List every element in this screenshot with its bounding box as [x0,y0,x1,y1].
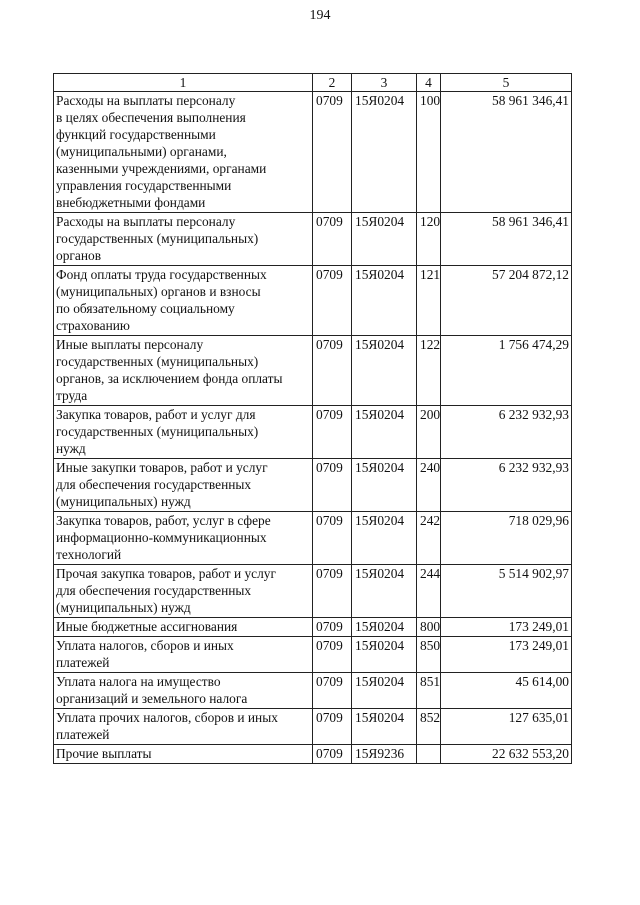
amount-cell: 718 029,96 [441,512,572,565]
target-code-cell: 15Я0204 [352,637,417,673]
header-cell-1: 1 [54,74,313,92]
section-code-cell: 0709 [313,745,352,764]
amount-cell: 22 632 553,20 [441,745,572,764]
table-row [54,709,572,745]
expense-name-cell: Прочие выплаты [54,745,313,764]
header-cell-4: 4 [417,74,441,92]
expense-name-cell: Иные бюджетные ассигнования [54,618,313,637]
expense-type-cell [417,745,441,764]
expense-name-cell: Закупка товаров, работ, услуг в сфере информационно-коммуникационных технологий [54,512,313,565]
expense-type-cell: 800 [417,618,441,637]
header-cell-5: 5 [441,74,572,92]
table-row [54,266,572,336]
amount-cell: 5 514 902,97 [441,565,572,618]
table-body [54,92,572,764]
budget-table [53,73,572,764]
table-row [54,637,572,673]
expense-type-cell: 122 [417,336,441,406]
header-cell-2: 2 [313,74,352,92]
table-row [54,92,572,213]
section-code-cell: 0709 [313,673,352,709]
target-code-cell: 15Я0204 [352,213,417,266]
amount-cell: 173 249,01 [441,618,572,637]
page-number: 194 [309,8,331,23]
section-code-cell: 0709 [313,512,352,565]
section-code-cell: 0709 [313,266,352,336]
header-row [54,74,572,92]
expense-name-cell: Уплата прочих налогов, сборов и иных платежей [54,709,313,745]
expense-type-cell: 200 [417,406,441,459]
table-row [54,673,572,709]
section-code-cell: 0709 [313,92,352,213]
table-row [54,336,572,406]
amount-cell: 57 204 872,12 [441,266,572,336]
expense-type-cell: 240 [417,459,441,512]
table-row [54,213,572,266]
expense-name-cell: Расходы на выплаты персоналу государственных (муниципальных) органов [54,213,313,266]
amount-cell: 1 756 474,29 [441,336,572,406]
expense-type-cell: 852 [417,709,441,745]
expense-type-cell: 242 [417,512,441,565]
expense-name-cell: Закупка товаров, работ и услуг для государственных (муниципальных) нужд [54,406,313,459]
target-code-cell: 15Я0204 [352,266,417,336]
target-code-cell: 15Я0204 [352,709,417,745]
table-row [54,745,572,764]
target-code-cell: 15Я0204 [352,336,417,406]
expense-name-cell: Прочая закупка товаров, работ и услуг для обеспечения государственных (муниципальных) нужд [54,565,313,618]
header-cell-3: 3 [352,74,417,92]
amount-cell: 58 961 346,41 [441,92,572,213]
section-code-cell: 0709 [313,406,352,459]
amount-cell: 58 961 346,41 [441,213,572,266]
target-code-cell: 15Я0204 [352,565,417,618]
target-code-cell: 15Я0204 [352,459,417,512]
expense-name-cell: Иные выплаты персоналу государственных (муниципальных) органов, за исключением фонда оплаты труда [54,336,313,406]
expense-name-cell: Уплата налога на имущество организаций и земельного налога [54,673,313,709]
expense-name-cell: Фонд оплаты труда государственных (муниципальных) органов и взносы по обязательному социальному страхованию [54,266,313,336]
expense-type-cell: 120 [417,213,441,266]
expense-type-cell: 121 [417,266,441,336]
table-row [54,406,572,459]
expense-type-cell: 244 [417,565,441,618]
table-row [54,512,572,565]
table-row [54,565,572,618]
section-code-cell: 0709 [313,618,352,637]
target-code-cell: 15Я0204 [352,512,417,565]
expense-type-cell: 850 [417,637,441,673]
expense-type-cell: 100 [417,92,441,213]
target-code-cell: 15Я9236 [352,745,417,764]
section-code-cell: 0709 [313,213,352,266]
target-code-cell: 15Я0204 [352,92,417,213]
expense-type-cell: 851 [417,673,441,709]
section-code-cell: 0709 [313,637,352,673]
table-row [54,618,572,637]
amount-cell: 6 232 932,93 [441,459,572,512]
target-code-cell: 15Я0204 [352,406,417,459]
amount-cell: 45 614,00 [441,673,572,709]
expense-name-cell: Расходы на выплаты персоналу в целях обеспечения выполнения функций государственными (муниципальными) органами, казенными учреждениями, органами управления государственными внебюджетными фондами [54,92,313,213]
target-code-cell: 15Я0204 [352,618,417,637]
expense-name-cell: Иные закупки товаров, работ и услуг для обеспечения государственных (муниципальных) нужд [54,459,313,512]
table-row [54,459,572,512]
amount-cell: 127 635,01 [441,709,572,745]
expense-name-cell: Уплата налогов, сборов и иных платежей [54,637,313,673]
budget-table-container [53,73,571,764]
target-code-cell: 15Я0204 [352,673,417,709]
amount-cell: 6 232 932,93 [441,406,572,459]
section-code-cell: 0709 [313,336,352,406]
section-code-cell: 0709 [313,709,352,745]
section-code-cell: 0709 [313,459,352,512]
amount-cell: 173 249,01 [441,637,572,673]
section-code-cell: 0709 [313,565,352,618]
